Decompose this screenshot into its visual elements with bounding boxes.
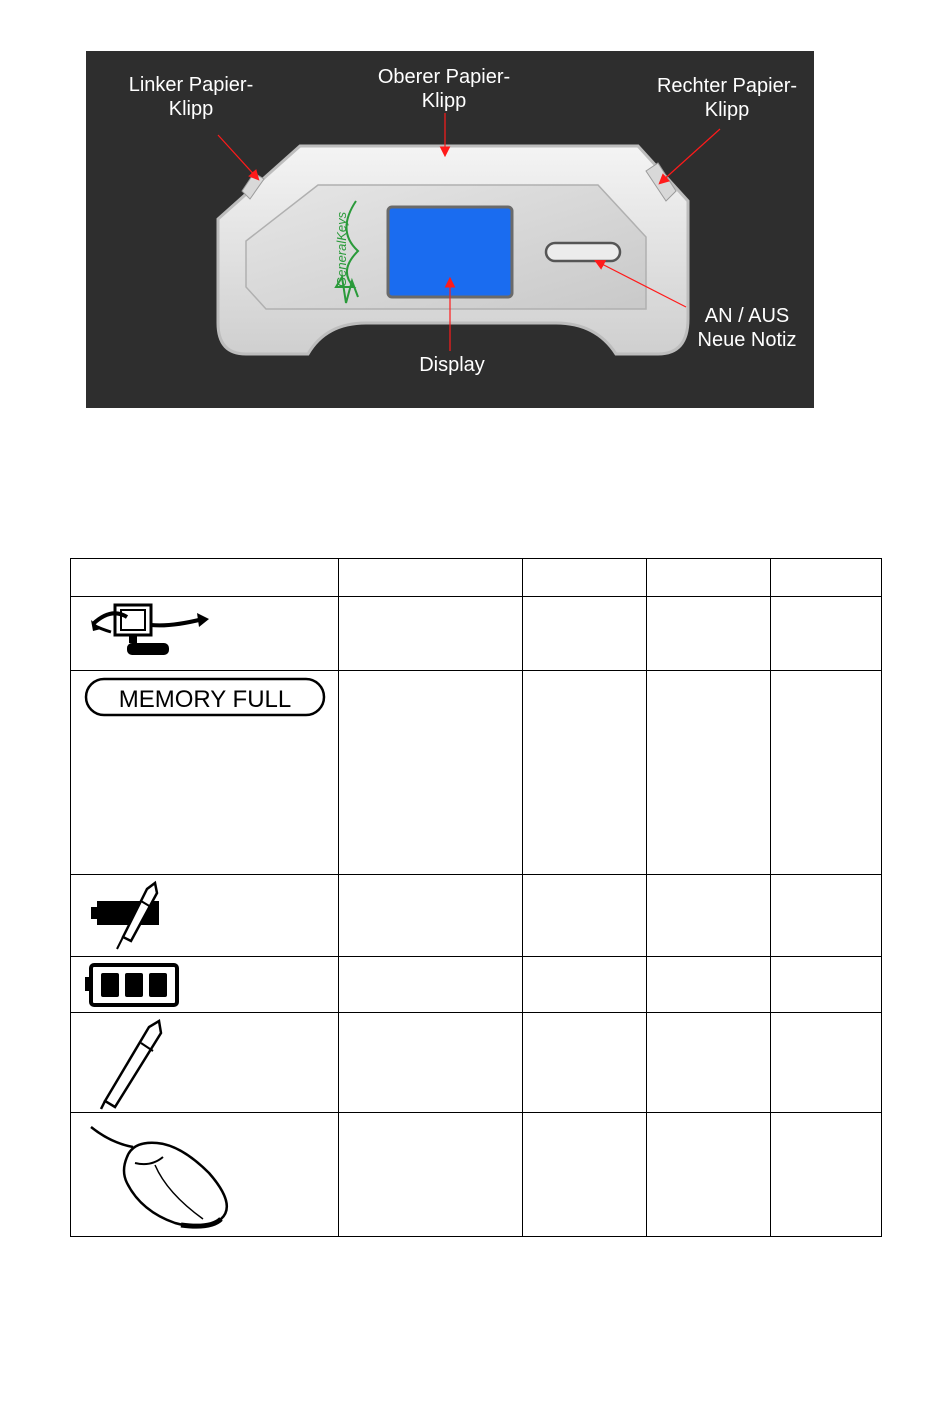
- header-cell: [771, 559, 882, 597]
- svg-text:MEMORY FULL: MEMORY FULL: [118, 686, 292, 714]
- mouse-icon: [71, 1113, 251, 1233]
- table-cell: [523, 597, 647, 671]
- icon-cell: [71, 1112, 339, 1236]
- table-cell: [339, 1012, 523, 1112]
- table-row: [71, 1112, 882, 1236]
- table-cell: [771, 1112, 882, 1236]
- table-row: [71, 1012, 882, 1112]
- table-cell: [523, 1012, 647, 1112]
- callout-right-clip: Rechter Papier- Klipp: [656, 75, 798, 121]
- pen-icon: [71, 1013, 191, 1113]
- table-row: [71, 956, 882, 1012]
- icon-cell: [71, 1012, 339, 1112]
- table-cell: [523, 875, 647, 956]
- table-cell: [339, 597, 523, 671]
- header-cell: [71, 559, 339, 597]
- header-cell: [523, 559, 647, 597]
- table-cell: [523, 956, 647, 1012]
- table-row: [71, 671, 882, 875]
- table-cell: [647, 875, 771, 956]
- table-cell: [647, 956, 771, 1012]
- table-cell: [771, 1012, 882, 1112]
- svg-text:GeneralKeys: GeneralKeys: [334, 211, 349, 287]
- table-cell: [339, 671, 523, 875]
- device-figure: [86, 51, 814, 408]
- table-cell: [339, 1112, 523, 1236]
- callout-power-button: AN / AUS Neue Notiz: [697, 305, 797, 351]
- table-cell: [339, 956, 523, 1012]
- icon-cell: [71, 875, 339, 956]
- arrow-left-clip: [218, 135, 258, 179]
- callout-left-clip: Linker Papier- Klipp: [128, 74, 254, 120]
- icon-cell: [71, 956, 339, 1012]
- icon-cell: [71, 671, 339, 875]
- table-cell: [771, 597, 882, 671]
- table-cell: [647, 597, 771, 671]
- icon-cell: [71, 597, 339, 671]
- callout-top-clip: Oberer Papier- Klipp: [377, 66, 511, 112]
- table-cell: [647, 1012, 771, 1112]
- table-cell: [523, 1112, 647, 1236]
- power-button: [546, 243, 620, 261]
- table-row: [71, 597, 882, 671]
- battery-full-icon: [71, 957, 191, 1013]
- sync-monitor-icon: [71, 597, 211, 667]
- callout-display: Display: [419, 354, 485, 376]
- table-cell: [523, 671, 647, 875]
- table-row: [71, 875, 882, 956]
- table-cell: [647, 1112, 771, 1236]
- table-cell: [771, 956, 882, 1012]
- icon-table: [70, 558, 882, 1237]
- table-cell: [771, 671, 882, 875]
- memory-full-icon: [71, 671, 339, 731]
- table-cell: [771, 875, 882, 956]
- table-cell: [647, 671, 771, 875]
- table-cell: [339, 875, 523, 956]
- table-header-row: [71, 559, 882, 597]
- pen-battery-low-icon: [71, 875, 191, 955]
- header-cell: [339, 559, 523, 597]
- header-cell: [647, 559, 771, 597]
- arrow-right-clip: [660, 129, 720, 183]
